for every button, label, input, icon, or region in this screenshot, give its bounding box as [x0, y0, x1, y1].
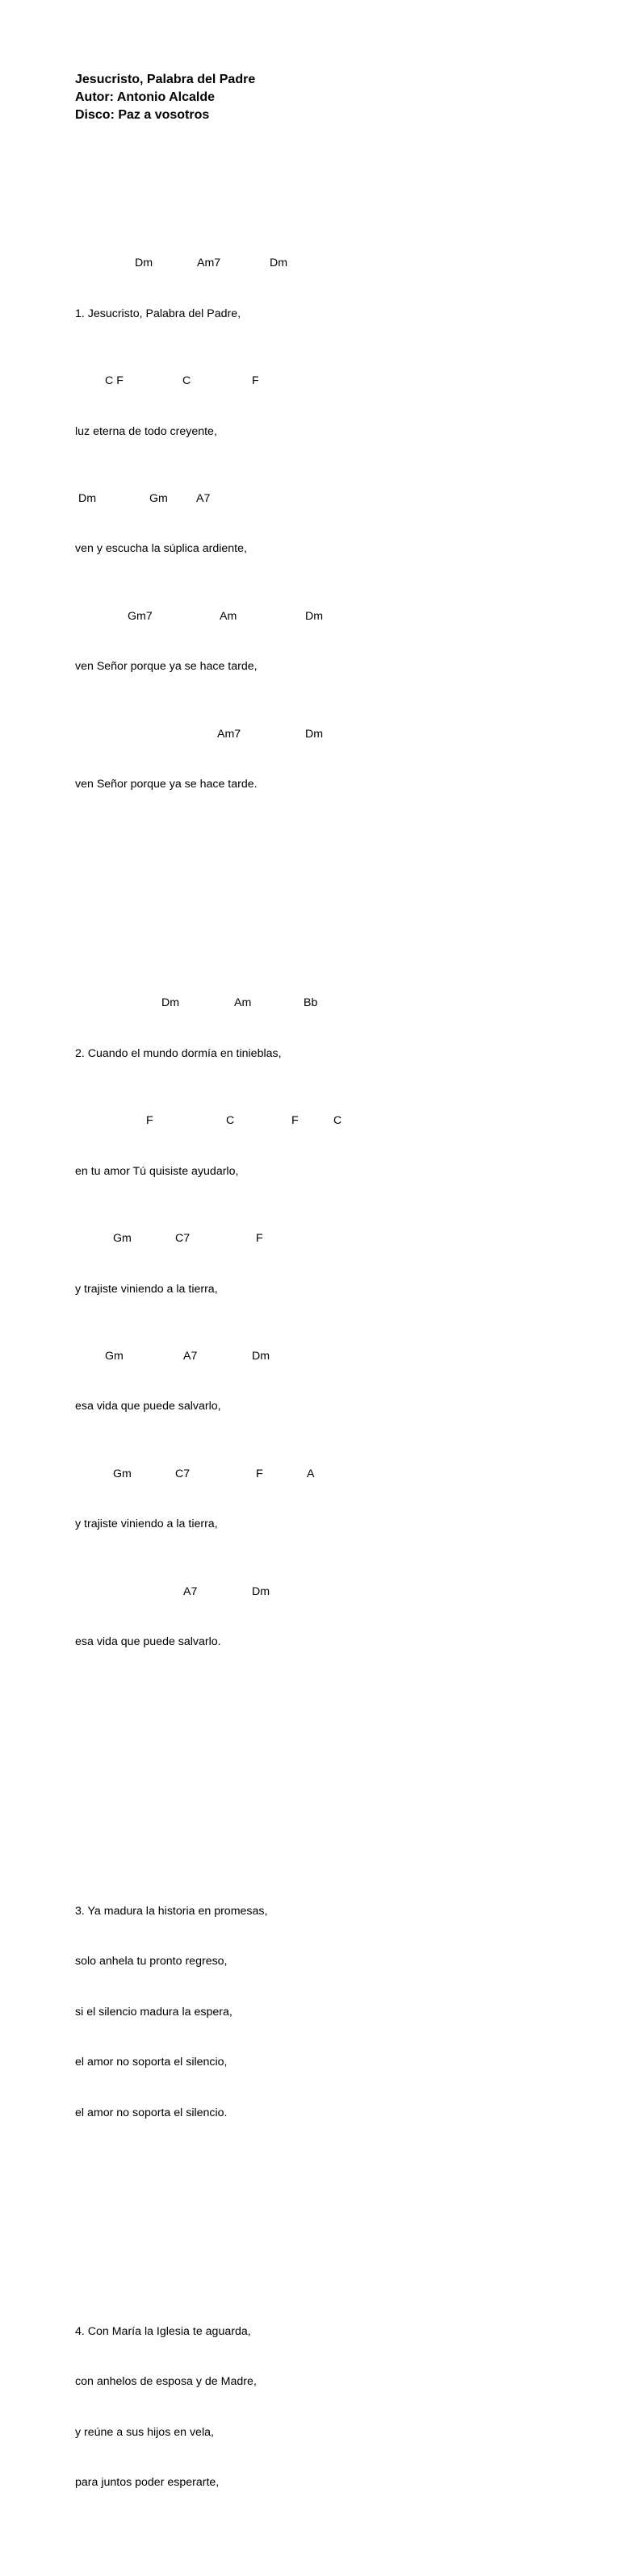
- chord: Gm: [149, 491, 168, 505]
- chord: F: [146, 1114, 153, 1128]
- chord: Am: [234, 996, 252, 1010]
- chord: Gm7: [128, 609, 153, 623]
- verse-1: [75, 221, 324, 826]
- chord: F: [252, 374, 259, 387]
- chord: Dm: [252, 1349, 270, 1363]
- lyric-line: solo anhela tu pronto regreso,: [75, 1955, 228, 1969]
- song-title: Jesucristo, Palabra del Padre: [75, 73, 256, 86]
- chord-line: [75, 373, 282, 390]
- verse-4: [75, 2290, 282, 2525]
- chord-line: [75, 995, 318, 1012]
- lyric-line: el amor no soporta el silencio,: [75, 2056, 228, 2069]
- lyric-line: ven Señor porque ya se hace tarde,: [75, 660, 258, 674]
- lyric-line: el amor no soporta el silencio.: [75, 2106, 228, 2119]
- chord: C F: [105, 374, 124, 387]
- lyric-line: y trajiste viniendo a la tierra,: [75, 1518, 218, 1531]
- song-album: Disco: Paz a vosotros: [75, 108, 210, 122]
- chord-line: [75, 491, 282, 507]
- chord: Dm: [305, 727, 324, 741]
- chord: Bb: [304, 996, 318, 1010]
- chord: Dm: [270, 257, 288, 270]
- chord: Dm: [161, 996, 180, 1010]
- chord: C: [182, 374, 191, 387]
- lyric-line: esa vida que puede salvarlo.: [75, 1635, 221, 1649]
- chord-line: [75, 1466, 315, 1483]
- chord: Dm: [305, 609, 324, 623]
- chord: A7: [183, 1584, 198, 1598]
- lyric-line: 1. Jesucristo, Palabra del Padre,: [75, 307, 241, 320]
- chord: Gm: [105, 1349, 124, 1363]
- chord: C: [333, 1114, 342, 1128]
- chord-line: [75, 608, 324, 625]
- chord-line: [75, 726, 324, 743]
- lyric-line: ven y escucha la súplica ardiente,: [75, 542, 247, 556]
- chord-line: [75, 1113, 342, 1129]
- song-header: [75, 71, 255, 124]
- chord: C7: [175, 1232, 191, 1245]
- lyric-line: con anhelos de esposa y de Madre,: [75, 2375, 257, 2389]
- chord: Am: [220, 609, 237, 623]
- lyric-line: ven Señor porque ya se hace tarde.: [75, 778, 258, 791]
- chord: Am7: [217, 727, 241, 741]
- chord: A: [307, 1467, 315, 1480]
- chord: Dm: [252, 1584, 270, 1598]
- verse-2: [75, 962, 342, 1685]
- lyric-line: y trajiste viniendo a la tierra,: [75, 1282, 218, 1296]
- chord: Gm: [113, 1232, 132, 1245]
- lyric-line: luz eterna de todo creyente,: [75, 424, 217, 438]
- chord-line: [75, 1348, 282, 1365]
- lyric-line: para juntos poder esperarte,: [75, 2476, 220, 2490]
- chord-line: [75, 1230, 282, 1247]
- lyric-line: 2. Cuando el mundo dormía en tinieblas,: [75, 1046, 282, 1060]
- chord: C: [226, 1114, 235, 1128]
- chord: F: [256, 1232, 263, 1245]
- song-author: Autor: Antonio Alcalde: [75, 90, 216, 104]
- lyric-line: esa vida que puede salvarlo,: [75, 1400, 221, 1413]
- chord: Gm: [113, 1467, 132, 1480]
- chord: Dm: [78, 491, 97, 505]
- chord: F: [256, 1467, 263, 1480]
- lyric-line: en tu amor Tú quisiste ayudarlo,: [75, 1164, 239, 1178]
- chord: C7: [175, 1467, 191, 1480]
- chord-line: [75, 255, 288, 272]
- chord: F: [291, 1114, 299, 1128]
- chord: A7: [196, 491, 211, 505]
- chord: Dm: [135, 257, 153, 270]
- chord: A7: [183, 1349, 198, 1363]
- lyric-line: 3. Ya madura la historia en promesas,: [75, 1904, 268, 1918]
- lyric-line: 4. Con María la Iglesia te aguarda,: [75, 2324, 251, 2338]
- chord-line: [75, 1584, 282, 1601]
- song-body: [75, 154, 342, 2576]
- chord: Am7: [197, 257, 221, 270]
- lyric-line: si el silencio madura la espera,: [75, 2005, 232, 2019]
- lyric-line: y reúne a sus hijos en vela,: [75, 2425, 214, 2439]
- verse-3: [75, 1869, 282, 2155]
